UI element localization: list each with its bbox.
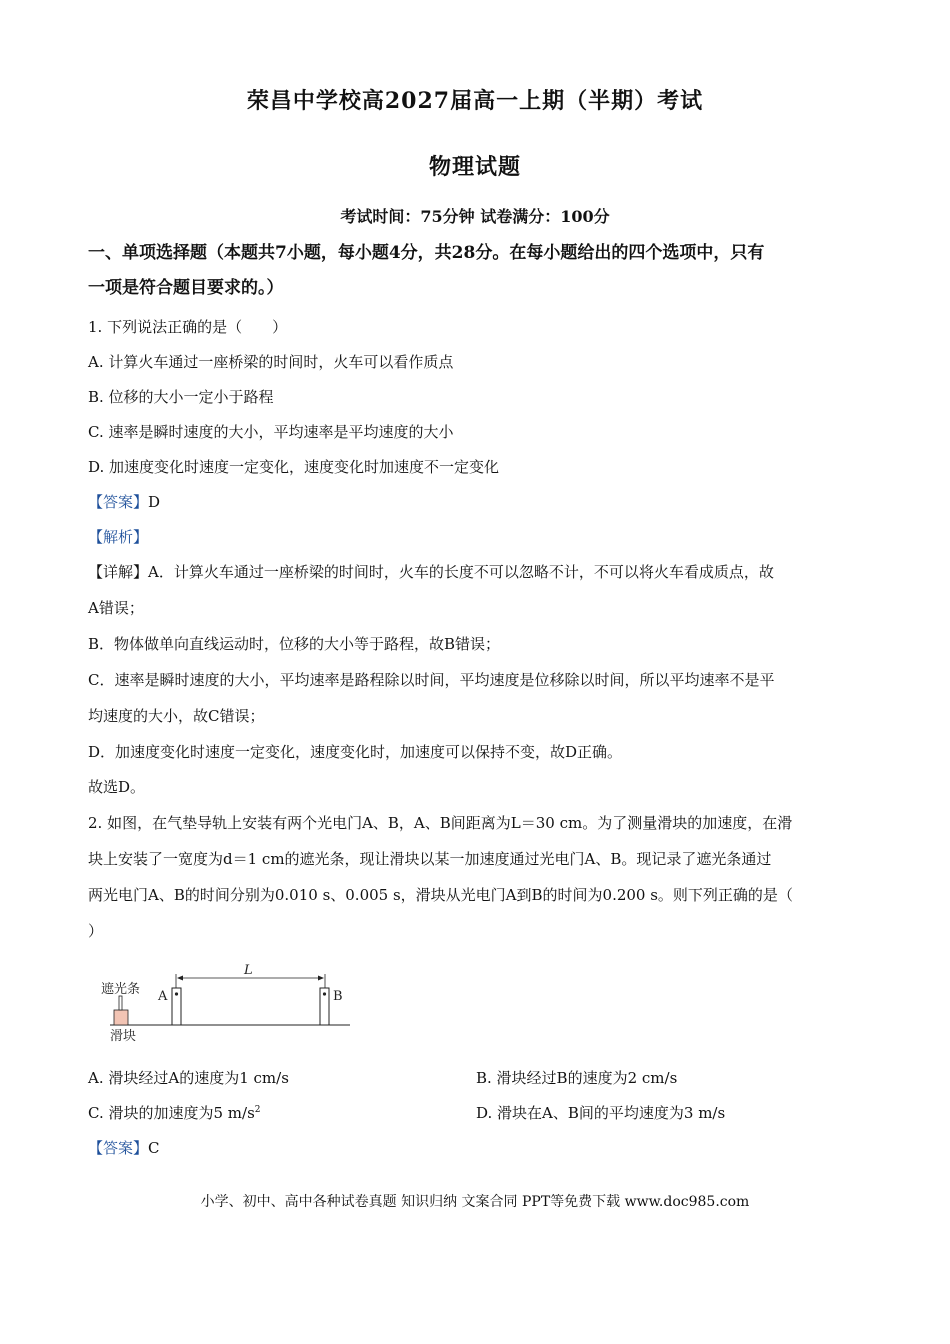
analysis-tag: 【解析】 xyxy=(88,528,149,546)
q1-detail-line: B．物体做单向直线运动时，位移的大小等于路程，故B错误； xyxy=(88,635,501,653)
q1-detail-line xyxy=(88,561,868,582)
q1-detail-line: C．速率是瞬时速度的大小，平均速率是路程除以时间，平均速度是位移除以时间，所以平均速率不是平 xyxy=(88,671,775,689)
answer-tag: 【答案】 xyxy=(88,493,149,511)
q1-detail-line: A错误； xyxy=(88,599,144,617)
q1-detail-line: 均速度的大小，故C错误； xyxy=(88,707,265,725)
q1-option-b: B. 位移的大小一定小于路程 xyxy=(88,388,274,406)
q2-stem-line: 2. 如图，在气垫导轨上安装有两个光电门A、B，A、B间距离为L＝30 cm。为了测量滑块的加速度，在滑 xyxy=(88,814,793,832)
q2-answer xyxy=(88,1137,868,1158)
gate-b-label: B xyxy=(333,989,343,1004)
block-label: 滑块 xyxy=(110,1029,137,1044)
q1-stem: 1. 下列说法正确的是（ ） xyxy=(88,318,288,336)
q2-stem-line: 两光电门A、B的时间分别为0.010 s、0.005 s，滑块从光电门A到B的时间为0.200 s。则下列正确的是（ xyxy=(88,886,793,904)
section-heading xyxy=(88,236,868,306)
slider-block xyxy=(114,1010,128,1025)
answer-tag: 【答案】 xyxy=(88,1139,149,1157)
q1-detail-line: 故选D。 xyxy=(88,778,146,796)
q2-option-d: D. 滑块在A、B间的平均速度为3 m/s xyxy=(476,1104,726,1122)
section-heading-line1: 一、单项选择题（本题共7小题，每小题4分，共28分。在每小题给出的四个选项中，只有 xyxy=(88,243,765,263)
shade-strip xyxy=(119,996,122,1010)
q1-answer xyxy=(88,491,868,512)
gate-a-label: A xyxy=(158,989,168,1004)
exam-info: 考试时间：75分钟 试卷满分：100分 xyxy=(340,207,610,226)
q2-option-c xyxy=(88,1102,261,1123)
answer-value: C xyxy=(148,1139,160,1157)
subject-title: 物理试题 xyxy=(428,154,521,180)
shade-label: 遮光条 xyxy=(101,982,141,997)
q1-option-c: C. 速率是瞬时速度的大小，平均速率是平均速度的大小 xyxy=(88,423,454,441)
detail-tag: 【详解】 xyxy=(88,563,149,581)
q1-option-d: D. 加速度变化时速度一定变化，速度变化时加速度不一定变化 xyxy=(88,458,500,476)
q1-analysis-tag xyxy=(88,526,868,547)
distance-label: L xyxy=(244,963,253,978)
gate-b-dot xyxy=(323,992,326,995)
q2-option-b: B. 滑块经过B的速度为2 cm/s xyxy=(476,1069,678,1087)
air-track-diagram xyxy=(96,962,356,1048)
section-heading-line2: 一项是符合题目要求的。） xyxy=(88,278,284,298)
answer-value: D xyxy=(148,493,161,511)
q1-detail-line: D．加速度变化时速度一定变化，速度变化时，加速度可以保持不变，故D正确。 xyxy=(88,743,623,761)
q2-option-c-sup: 2 xyxy=(254,1105,261,1115)
q2-stem-line: 块上安装了一宽度为d＝1 cm的遮光条，现让滑块以某一加速度通过光电门A、B。现记录了遮光条通过 xyxy=(88,850,772,868)
page-footer: 小学、初中、高中各种试卷真题 知识归纳 文案合同 PPT等免费下载 www.doc985.com xyxy=(200,1194,750,1210)
detail-text: A．计算火车通过一座桥梁的时间时，火车的长度不可以忽略不计，不可以将火车看成质点，故 xyxy=(148,563,774,581)
q2-option-c-text: C. 滑块的加速度为5 m/s xyxy=(88,1104,255,1122)
q2-option-a: A. 滑块经过A的速度为1 cm/s xyxy=(88,1069,289,1087)
q1-option-a: A. 计算火车通过一座桥梁的时间时，火车可以看作质点 xyxy=(88,353,454,371)
q2-stem-line: ） xyxy=(88,922,104,940)
gate-a-dot xyxy=(175,992,178,995)
exam-title: 荣昌中学校高2027届高一上期（半期）考试 xyxy=(246,88,704,114)
